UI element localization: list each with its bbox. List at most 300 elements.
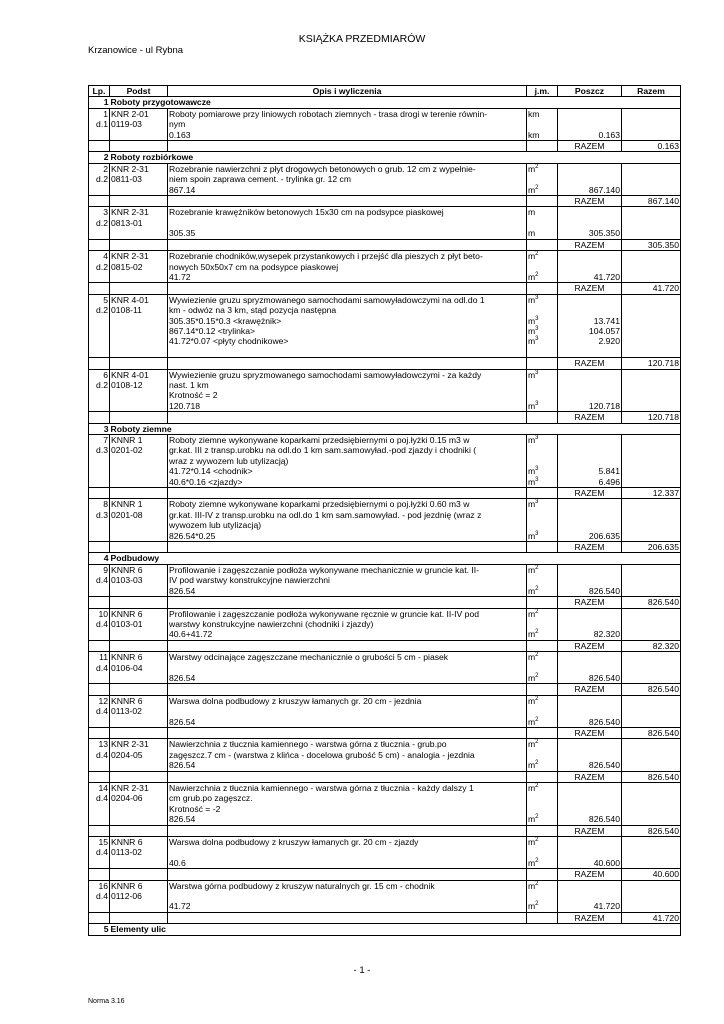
section-number: 3 (89, 423, 110, 434)
empty-cell (622, 456, 681, 466)
calc-expression (168, 347, 527, 358)
item-d-number: d.2 (89, 262, 110, 272)
empty-cell (168, 640, 527, 651)
table-row (89, 760, 681, 771)
item-unit (527, 739, 558, 750)
item-d-number: d.4 (89, 847, 110, 857)
table-row (89, 510, 681, 520)
section-number: 1 (89, 97, 110, 108)
calc-unit (527, 316, 558, 326)
empty-cell (89, 586, 110, 597)
table-row (89, 673, 681, 684)
unit-base: m (528, 336, 536, 347)
calc-unit (527, 326, 558, 336)
item-number: 8 (89, 499, 110, 510)
section-row (89, 152, 681, 163)
calc-unit (527, 901, 558, 912)
item-description: nowych 50x50x7 cm na podsypce piaskowej (168, 262, 527, 272)
item-d-number: d.1 (89, 119, 110, 129)
table-row (89, 880, 681, 891)
item-unit (527, 608, 558, 619)
calc-expression: 826.54 (168, 673, 527, 684)
unit-base: m (528, 163, 536, 174)
empty-cell (89, 272, 110, 283)
empty-cell (558, 294, 622, 305)
item-description: Warswa dolna podbudowy z kruszyw łamanych gr. 20 cm - zjazdy (168, 837, 527, 848)
empty-cell (527, 825, 558, 836)
table-row (89, 837, 681, 848)
calc-expression: 305.35*0.15*0.3 <krawężnik> (168, 316, 527, 326)
item-description: Rozebranie krawężników betonowych 15x30 cm na podsypce piaskowej (168, 207, 527, 218)
table-row (89, 336, 681, 346)
empty-cell (622, 880, 681, 891)
empty-cell (527, 575, 558, 585)
empty-cell (110, 456, 168, 466)
empty-cell (168, 141, 527, 152)
table-row (89, 717, 681, 728)
empty-cell (558, 891, 622, 901)
table-row (89, 347, 681, 358)
table-row (89, 305, 681, 315)
przedmiar-table (88, 85, 681, 936)
empty-cell (110, 401, 168, 412)
empty-cell (89, 869, 110, 880)
unit-exponent: 2 (535, 629, 539, 636)
section-name: Podbudowy (110, 553, 681, 564)
table-row (89, 804, 681, 814)
unit-base: m (528, 901, 536, 912)
item-number: 16 (89, 880, 110, 891)
empty-cell (527, 597, 558, 608)
empty-cell (527, 663, 558, 673)
item-description: Warswa dolna podbudowy z kruszyw łamanych gr. 20 cm - jezdnia (168, 695, 527, 706)
table-row (89, 108, 681, 119)
empty-cell (622, 901, 681, 912)
empty-cell (527, 196, 558, 207)
razem-label: RAZEM (558, 912, 622, 923)
item-unit: m (527, 207, 558, 218)
empty-cell (168, 283, 527, 294)
calc-expression: 40.6+41.72 (168, 629, 527, 640)
item-number: 12 (89, 695, 110, 706)
unit-base: m (528, 608, 536, 619)
item-description (168, 847, 527, 857)
razem-row (89, 597, 681, 608)
section-number: 5 (89, 924, 110, 935)
razem-label: RAZEM (558, 196, 622, 207)
empty-cell (168, 542, 527, 553)
empty-cell (622, 608, 681, 619)
unit-exponent: 3 (535, 476, 539, 483)
calc-value (558, 347, 622, 358)
item-basis-code: 0815-02 (110, 262, 168, 272)
item-description: wywozem lub utylizacją) (168, 520, 527, 530)
item-number: 11 (89, 652, 110, 663)
table-row (89, 847, 681, 857)
empty-cell (558, 847, 622, 857)
unit-exponent: 2 (535, 901, 539, 908)
table-row (89, 401, 681, 412)
empty-cell (527, 684, 558, 695)
empty-cell (558, 207, 622, 218)
unit-base: m (528, 672, 536, 683)
calc-expression: 40.6*0.16 <zjazdy> (168, 477, 527, 488)
empty-cell (558, 619, 622, 629)
unit-base: m (528, 739, 536, 750)
calc-unit (527, 760, 558, 771)
calc-unit (527, 814, 558, 825)
item-total: 12.337 (622, 488, 681, 499)
table-row (89, 750, 681, 760)
empty-cell (558, 108, 622, 119)
empty-cell (110, 901, 168, 912)
empty-cell (527, 218, 558, 228)
calc-unit (527, 673, 558, 684)
empty-cell (89, 185, 110, 196)
empty-cell (622, 663, 681, 673)
empty-cell (558, 695, 622, 706)
item-total: 826.540 (622, 727, 681, 738)
empty-cell (527, 380, 558, 390)
item-description: Roboty ziemne wykonywane koparkami przedsiębiernymi o poj.łyżki 0.60 m3 w (168, 499, 527, 510)
item-total: 41.720 (622, 283, 681, 294)
razem-row (89, 869, 681, 880)
empty-cell (622, 445, 681, 455)
empty-cell (558, 575, 622, 585)
unit-base: m (528, 369, 536, 380)
unit-base: m (528, 466, 536, 477)
section-row (89, 924, 681, 935)
document-subtitle: Krzanowice - ul Rybna (88, 45, 184, 56)
empty-cell (110, 316, 168, 326)
item-basis: KNR 2-31 (110, 739, 168, 750)
empty-cell (110, 542, 168, 553)
empty-cell (110, 727, 168, 738)
item-description: Krotność = 2 (168, 390, 527, 400)
table-row (89, 739, 681, 750)
empty-cell (89, 283, 110, 294)
section-name: Roboty ziemne (110, 423, 681, 434)
calc-unit (527, 336, 558, 346)
item-total: 826.540 (622, 771, 681, 782)
empty-cell (558, 520, 622, 530)
item-description (168, 663, 527, 673)
calc-value: 305.350 (558, 228, 622, 239)
unit-exponent: 2 (535, 857, 539, 864)
empty-cell (89, 477, 110, 488)
empty-cell (168, 597, 527, 608)
item-basis-code: 0201-02 (110, 445, 168, 455)
razem-row (89, 684, 681, 695)
section-name: Roboty przygotowawcze (110, 97, 681, 108)
item-description: cm grub.po zagęszcz. (168, 793, 527, 803)
empty-cell (110, 531, 168, 542)
empty-cell (89, 760, 110, 771)
empty-cell (110, 760, 168, 771)
empty-cell (527, 390, 558, 400)
calc-value: 826.540 (558, 717, 622, 728)
razem-row (89, 727, 681, 738)
empty-cell (110, 488, 168, 499)
column-header-lp: Lp. (89, 86, 110, 97)
empty-cell (558, 652, 622, 663)
calc-expression: 40.6 (168, 858, 527, 869)
item-description: zagęszcz.7 cm - (warstwa z klińca - docelowa grubość 5 cm) - analogia - jezdnia (168, 750, 527, 760)
empty-cell (558, 837, 622, 848)
item-total: 305.350 (622, 239, 681, 250)
empty-cell (527, 793, 558, 803)
calc-value: 2.920 (558, 336, 622, 346)
empty-cell (527, 706, 558, 716)
calc-expression: 867.14*0.12 <trylinka> (168, 326, 527, 336)
item-basis-code: 0108-12 (110, 380, 168, 390)
empty-cell (527, 488, 558, 499)
razem-label: RAZEM (558, 684, 622, 695)
razem-row (89, 640, 681, 651)
razem-label: RAZEM (558, 141, 622, 152)
section-row (89, 423, 681, 434)
item-d-number: d.4 (89, 663, 110, 673)
section-name: Roboty rozbiórkowe (110, 152, 681, 163)
item-total: 0.163 (622, 141, 681, 152)
table-row (89, 119, 681, 129)
item-description: Wywiezienie gruzu spryzmowanego samochodami samowyładowczymi - za każdy (168, 369, 527, 380)
empty-cell (89, 456, 110, 466)
empty-cell (622, 837, 681, 848)
calc-expression: 41.72*0.07 <płyty chodnikowe> (168, 336, 527, 346)
item-description: Nawierzchnia z tłucznia kamiennego - warstwa górna z tłucznia - grub.po (168, 739, 527, 750)
item-description: Profilowanie i zagęszczanie podłoża wykonywane ręcznie w gruncie kat. II-IV pod (168, 608, 527, 619)
unit-base: m (528, 564, 536, 575)
empty-cell (527, 141, 558, 152)
unit-base: m (528, 499, 536, 510)
empty-cell (622, 218, 681, 228)
item-description (168, 706, 527, 716)
item-description: IV pod warstwy konstrukcyjne nawierzchni (168, 575, 527, 585)
table-row (89, 531, 681, 542)
item-description: km - odwóz na 3 km, stąd pozycja następna (168, 305, 527, 315)
item-unit (527, 163, 558, 174)
column-header-poszcz: Poszcz (558, 86, 622, 97)
empty-cell (622, 750, 681, 760)
unit-exponent: 3 (535, 400, 539, 407)
item-d-number: d.4 (89, 706, 110, 716)
razem-label: RAZEM (558, 825, 622, 836)
empty-cell (558, 564, 622, 575)
item-unit (527, 435, 558, 446)
empty-cell (110, 717, 168, 728)
unit-exponent: 2 (535, 783, 539, 789)
unit-exponent: 2 (535, 716, 539, 723)
unit-base: m (528, 476, 536, 487)
unit-exponent: 2 (535, 271, 539, 278)
empty-cell (622, 130, 681, 141)
column-header-razem: Razem (622, 86, 681, 97)
table-row (89, 652, 681, 663)
item-unit (527, 837, 558, 848)
unit-base: m (528, 325, 536, 336)
table-row (89, 435, 681, 446)
empty-cell (110, 520, 168, 530)
empty-cell (527, 912, 558, 923)
empty-cell (168, 412, 527, 423)
calc-value: 40.600 (558, 858, 622, 869)
empty-cell (622, 369, 681, 380)
empty-cell (110, 196, 168, 207)
empty-cell (558, 380, 622, 390)
item-d-number: d.2 (89, 218, 110, 228)
item-basis-code: 0113-02 (110, 847, 168, 857)
empty-cell (110, 185, 168, 196)
item-basis-code: 0112-06 (110, 891, 168, 901)
calc-value: 0.163 (558, 130, 622, 141)
razem-row (89, 825, 681, 836)
empty-cell (89, 825, 110, 836)
item-total: 826.540 (622, 684, 681, 695)
calc-value: 867.140 (558, 185, 622, 196)
item-d-number: d.4 (89, 793, 110, 803)
calc-unit (527, 858, 558, 869)
razem-label: RAZEM (558, 771, 622, 782)
razem-row (89, 283, 681, 294)
item-d-number: d.4 (89, 750, 110, 760)
item-total: 206.635 (622, 542, 681, 553)
empty-cell (622, 336, 681, 346)
table-row (89, 695, 681, 706)
unit-exponent: 2 (535, 652, 539, 659)
razem-label: RAZEM (558, 640, 622, 651)
empty-cell (89, 130, 110, 141)
empty-cell (622, 520, 681, 530)
empty-cell (89, 520, 110, 530)
calc-value: 206.635 (558, 531, 622, 542)
empty-cell (89, 239, 110, 250)
unit-exponent: 3 (535, 336, 539, 343)
item-basis: KNNR 6 (110, 652, 168, 663)
item-total: 40.600 (622, 869, 681, 880)
item-description: Rozebranie chodników,wysepek przystankowych i przejść dla pieszych z płyt beto- (168, 251, 527, 262)
empty-cell (89, 597, 110, 608)
calc-expression: 826.54 (168, 717, 527, 728)
empty-cell (622, 510, 681, 520)
empty-cell (527, 358, 558, 369)
empty-cell (527, 869, 558, 880)
item-description (168, 218, 527, 228)
item-basis: KNNR 6 (110, 564, 168, 575)
empty-cell (558, 262, 622, 272)
item-description: Roboty ziemne wykonywane koparkami przedsiębiernymi o poj.łyżki 0.15 m3 w (168, 435, 527, 446)
table-row (89, 608, 681, 619)
empty-cell (110, 272, 168, 283)
unit-exponent: 3 (535, 435, 539, 441)
item-basis: KNNR 6 (110, 880, 168, 891)
empty-cell (110, 239, 168, 250)
item-total: 826.540 (622, 825, 681, 836)
empty-cell (527, 456, 558, 466)
item-basis-code: 0103-03 (110, 575, 168, 585)
table-row (89, 130, 681, 141)
unit-base: m (528, 695, 536, 706)
empty-cell (622, 814, 681, 825)
empty-cell (527, 750, 558, 760)
empty-cell (622, 739, 681, 750)
unit-base: m (528, 585, 536, 596)
empty-cell (89, 858, 110, 869)
calc-unit (527, 466, 558, 476)
table-row (89, 477, 681, 488)
empty-cell (558, 793, 622, 803)
table-row (89, 251, 681, 262)
item-unit (527, 880, 558, 891)
table-row (89, 575, 681, 585)
calc-value: 826.540 (558, 760, 622, 771)
empty-cell (558, 390, 622, 400)
document-title: KSIĄŻKA PRZEDMIARÓW (298, 33, 426, 45)
item-basis-code: 0113-02 (110, 706, 168, 716)
calc-unit (527, 586, 558, 597)
unit-base: m (528, 629, 536, 640)
empty-cell (622, 477, 681, 488)
unit-exponent: 2 (535, 163, 539, 170)
empty-cell (110, 390, 168, 400)
razem-label: RAZEM (558, 412, 622, 423)
empty-cell (89, 684, 110, 695)
empty-cell (622, 760, 681, 771)
empty-cell (89, 640, 110, 651)
empty-cell (527, 847, 558, 857)
item-d-number: d.3 (89, 510, 110, 520)
empty-cell (527, 771, 558, 782)
calc-value: 826.540 (558, 673, 622, 684)
table-row (89, 456, 681, 466)
item-basis: KNR 2-31 (110, 163, 168, 174)
calc-expression: 41.72 (168, 901, 527, 912)
empty-cell (622, 575, 681, 585)
item-description: Nawierzchnia z tłucznia kamiennego - warstwa górna z tłucznia - każdy dalszy 1 (168, 783, 527, 794)
empty-cell (622, 174, 681, 184)
column-header-opis: Opis i wyliczenia (168, 86, 527, 97)
empty-cell (168, 869, 527, 880)
table-row (89, 663, 681, 673)
empty-cell (622, 673, 681, 684)
empty-cell (110, 684, 168, 695)
empty-cell (110, 597, 168, 608)
razem-label: RAZEM (558, 727, 622, 738)
table-row (89, 380, 681, 390)
item-total: 82.320 (622, 640, 681, 651)
item-number: 9 (89, 564, 110, 575)
table-row (89, 706, 681, 716)
item-basis: KNR 4-01 (110, 294, 168, 305)
empty-cell (89, 358, 110, 369)
empty-cell (89, 717, 110, 728)
empty-cell (558, 739, 622, 750)
item-description: niem spoin zaprawa cement. - trylinka gr. 12 cm (168, 174, 527, 184)
calc-value: 41.720 (558, 272, 622, 283)
razem-row (89, 771, 681, 782)
table-row (89, 390, 681, 400)
table-row (89, 294, 681, 305)
unit-exponent: 3 (535, 325, 539, 332)
section-row (89, 97, 681, 108)
razem-row (89, 912, 681, 923)
item-description: Krotność = -2 (168, 804, 527, 814)
item-description: warstwy konstrukcyjne nawierzchni (chodniki i zjazdy) (168, 619, 527, 629)
item-d-number: d.4 (89, 575, 110, 585)
empty-cell (622, 466, 681, 476)
item-number: 6 (89, 369, 110, 380)
empty-cell (558, 435, 622, 446)
